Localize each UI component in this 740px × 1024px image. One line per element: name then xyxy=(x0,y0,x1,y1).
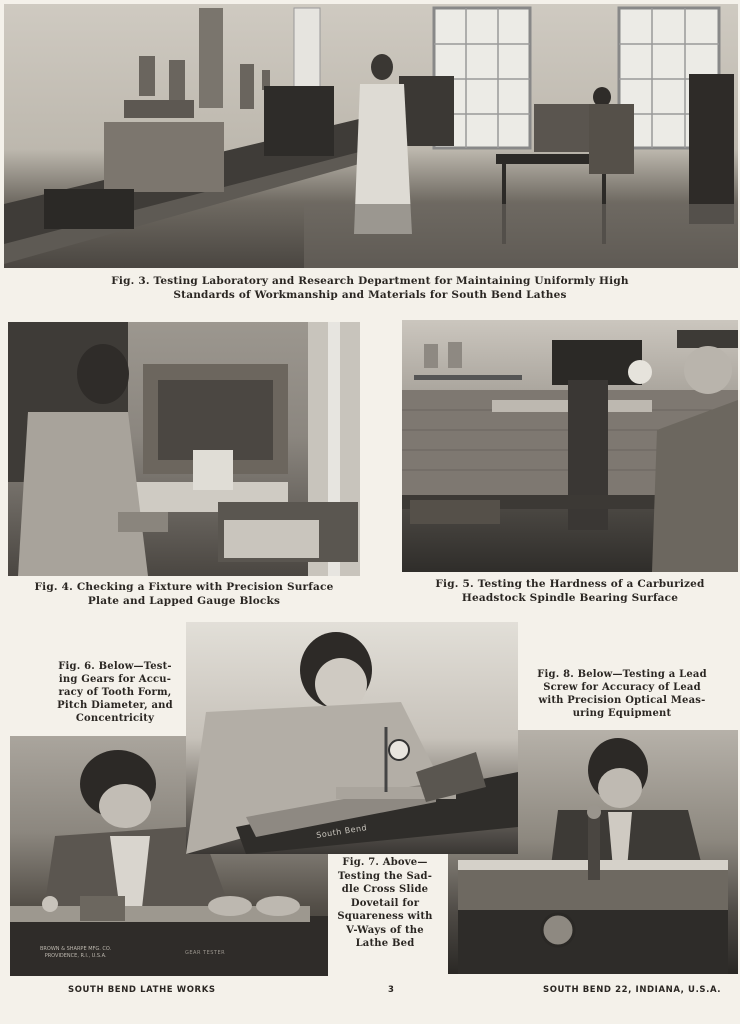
fig8-caption-line: Fig. 8. Below—Testing a Lead xyxy=(537,669,707,680)
fig7-caption-line: Squareness with xyxy=(337,911,433,922)
fig4-photo xyxy=(8,322,360,576)
fig7-bed-label: South Bend xyxy=(315,823,368,840)
fig6-plate-line: BROWN & SHARPE MFG. CO. xyxy=(40,946,112,952)
fig7-caption-line: dle Cross Slide xyxy=(341,884,429,895)
fig8-caption xyxy=(532,668,712,720)
page-number: 3 xyxy=(388,985,395,995)
fig6-caption-line: ing Gears for Accu- xyxy=(58,674,172,685)
fig5-caption xyxy=(402,577,738,605)
fig6-tester-label: GEAR TESTER xyxy=(185,950,226,956)
fig6-machine-plate xyxy=(40,946,111,960)
fig5-caption-line: Headstock Spindle Bearing Surface xyxy=(461,592,679,604)
fig6-caption xyxy=(40,660,190,725)
fig7-photo xyxy=(186,622,518,854)
fig5-caption-line: Fig. 5. Testing the Hardness of a Carburized xyxy=(435,578,705,590)
fig7-caption-line: Lathe Bed xyxy=(355,938,415,949)
fig8-caption-line: uring Equipment xyxy=(572,708,672,719)
fig7-caption-line: Testing the Sad- xyxy=(337,870,433,882)
fig8-caption-line: with Precision Optical Meas- xyxy=(538,695,706,706)
fig3-photo xyxy=(4,4,738,268)
footer-left: SOUTH BEND LATHE WORKS xyxy=(68,985,216,995)
fig6-caption-line: Concentricity xyxy=(75,713,155,724)
fig3-caption-line: Standards of Workmanship and Materials for South Bend Lathes xyxy=(173,289,567,301)
fig7-caption-line: Fig. 7. Above— xyxy=(342,857,428,868)
footer-right: SOUTH BEND 22, INDIANA, U.S.A. xyxy=(543,985,722,995)
fig6-caption-line: Pitch Diameter, and xyxy=(57,700,173,711)
fig6-plate-line: PROVIDENCE, R.I., U.S.A. xyxy=(44,953,107,959)
fig4-caption-line: Fig. 4. Checking a Fixture with Precision Surface xyxy=(34,581,334,593)
fig4-caption xyxy=(10,580,358,608)
fig7-caption-line: Dovetail for xyxy=(350,897,420,909)
fig6-caption-line: racy of Tooth Form, xyxy=(58,687,172,698)
fig4-caption-line: Plate and Lapped Gauge Blocks xyxy=(87,595,281,607)
fig3-caption-line: Fig. 3. Testing Laboratory and Research Department for Maintaining Uniformly High xyxy=(111,275,629,287)
fig7-caption xyxy=(330,856,440,951)
fig7-caption-line: V-Ways of the xyxy=(346,924,424,936)
fig5-photo xyxy=(402,320,738,572)
fig6-caption-line: Fig. 6. Below—Test- xyxy=(58,661,172,672)
fig8-caption-line: Screw for Accuracy of Lead xyxy=(543,682,701,693)
fig3-caption xyxy=(80,274,660,302)
